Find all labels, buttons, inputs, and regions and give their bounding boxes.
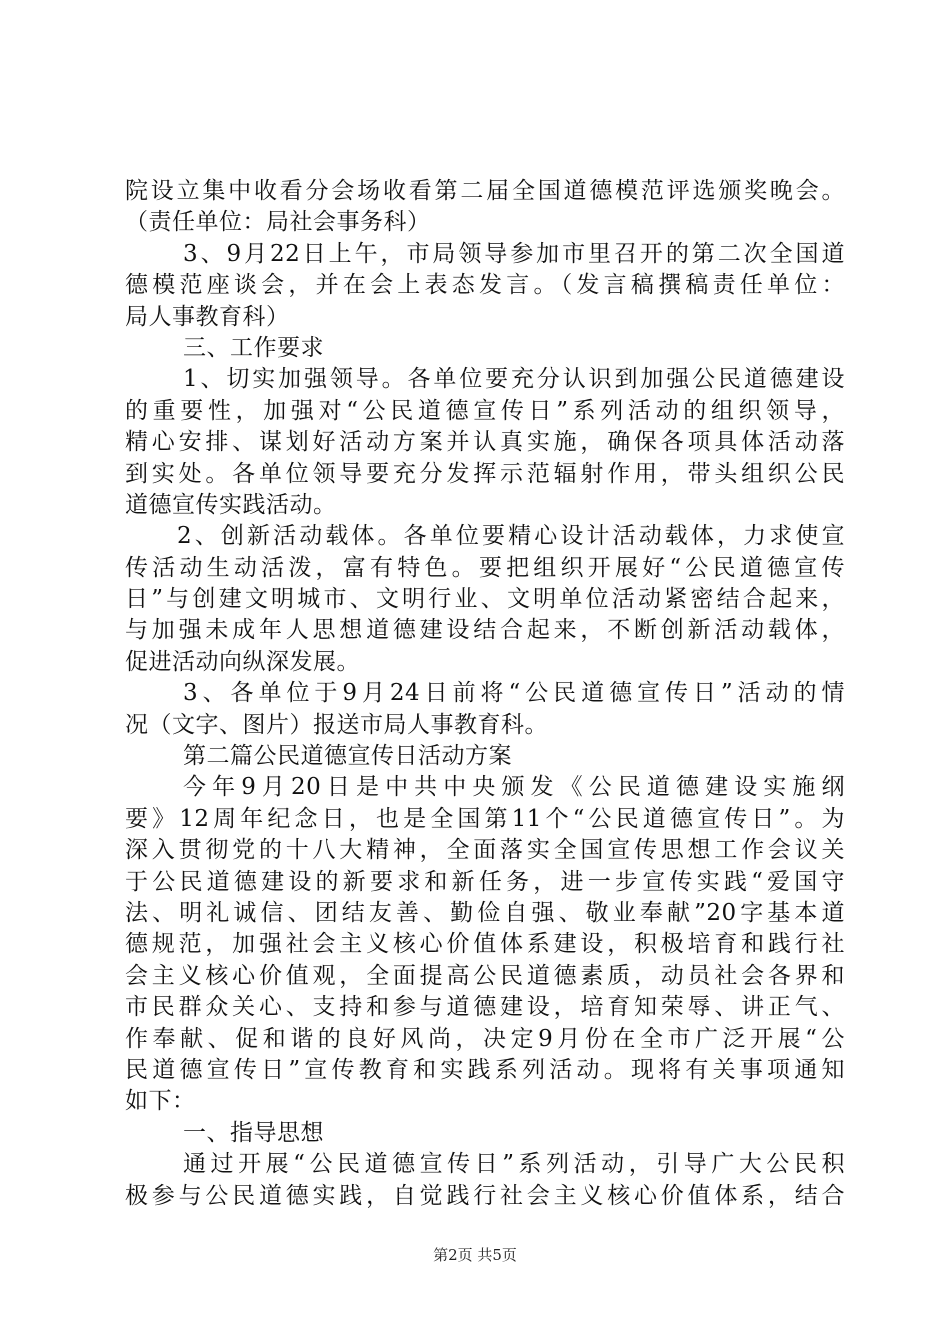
body-line: 3、9月22日上午，市局领导参加市里召开的第二次全国道 — [183, 240, 845, 267]
body-line: 极参与公民道德实践，自觉践行社会主义核心价值体系，结合 — [125, 1182, 845, 1209]
body-line: 况（文字、图片）报送市局人事教育科。 — [125, 711, 548, 738]
body-line: 要》12周年纪念日，也是全国第11个“公民道德宣传日”。为 — [125, 805, 845, 832]
body-line: 3、各单位于9月24日前将“公民道德宣传日”活动的情 — [183, 680, 845, 707]
body-line: 道德宣传实践活动。 — [125, 491, 337, 518]
body-line: 1、切实加强领导。各单位要充分认识到加强公民道德建设 — [183, 366, 845, 393]
body-line: 德规范，加强社会主义核心价值体系建设，积极培育和践行社 — [125, 931, 845, 958]
body-line: 于公民道德建设的新要求和新任务，进一步宣传实践“爱国守 — [125, 868, 845, 895]
body-line: 的重要性，加强对“公民道德宣传日”系列活动的组织领导， — [125, 397, 845, 424]
body-line: 今年9月20日是中共中央颁发《公民道德建设实施纲 — [183, 774, 845, 801]
body-line: 促进活动向纵深发展。 — [125, 648, 360, 675]
body-line: 如下： — [125, 1088, 196, 1115]
body-line: 市民群众关心、支持和参与道德建设，培育知荣辱、讲正气、 — [125, 994, 845, 1021]
body-line: 会主义核心价值观，全面提高公民道德素质，动员社会各界和 — [125, 962, 845, 989]
body-line: 院设立集中收看分会场收看第二届全国道德模范评选颁奖晚会。 — [125, 178, 845, 204]
section-heading: 一、指导思想 — [183, 1119, 324, 1146]
body-line: 德模范座谈会，并在会上表态发言。（发言稿撰稿责任单位： — [125, 272, 845, 299]
body-line: 与加强未成年人思想道德建设结合起来，不断创新活动载体， — [125, 617, 845, 644]
body-line: 2、创新活动载体。各单位要精心设计活动载体，力求使宣 — [177, 523, 845, 550]
body-line: 日”与创建文明城市、文明行业、文明单位活动紧密结合起来， — [125, 586, 845, 613]
body-line: 作奉献、促和谐的良好风尚，决定9月份在全市广泛开展“公 — [125, 1025, 845, 1052]
body-line: 局人事教育科） — [125, 303, 290, 330]
body-line: 深入贯彻党的十八大精神，全面落实全国宣传思想工作会议关 — [125, 837, 845, 864]
body-line: 民道德宣传日”宣传教育和实践系列活动。现将有关事项通知 — [125, 1056, 845, 1083]
section-heading: 三、工作要求 — [183, 334, 324, 361]
page-number-footer: 第2页 共5页 — [433, 1246, 517, 1264]
body-line: 法、明礼诚信、团结友善、勤俭自强、敬业奉献”20字基本道 — [125, 899, 845, 926]
body-line: 通过开展“公民道德宣传日”系列活动，引导广大公民积 — [183, 1151, 845, 1178]
document-body — [125, 176, 845, 1212]
article-title: 第二篇公民道德宣传日活动方案 — [183, 743, 512, 770]
body-line: （责任单位：局社会事务科） — [125, 209, 431, 236]
body-line: 精心安排、谋划好活动方案并认真实施，确保各项具体活动落 — [125, 429, 845, 456]
body-line: 到实处。各单位领导要充分发挥示范辐射作用，带头组织公民 — [125, 460, 845, 487]
body-line: 传活动生动活泼，富有特色。要把组织开展好“公民道德宣传 — [125, 554, 845, 581]
